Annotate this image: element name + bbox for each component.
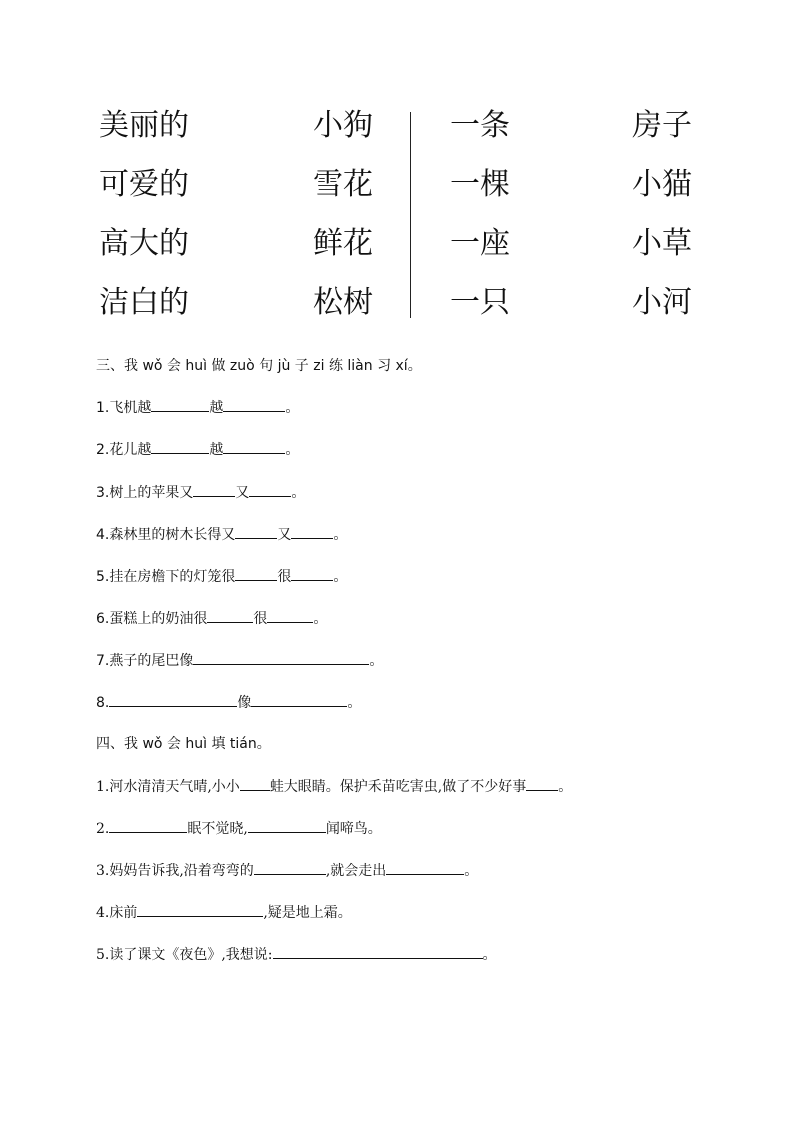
prompt-text: 。 [313, 611, 328, 627]
item-number: 2. [96, 821, 110, 837]
item-number: 7. [96, 653, 110, 669]
section-4-heading: 四、我 wǒ 会 huì 填 tián。 [96, 736, 271, 752]
prompt-text: 。 [333, 527, 348, 543]
prompt-text: 。 [347, 695, 362, 711]
prompt-text: 很 [277, 569, 292, 585]
match-left-noun-2: 雪花 [313, 167, 373, 202]
match-left-adj-4: 洁白的 [99, 285, 189, 320]
s3-item-3 [96, 482, 305, 503]
match-right-measure-3: 一座 [450, 226, 510, 261]
prompt-text: 挂在房檐下的灯笼很 [109, 569, 236, 585]
match-left-adj-3: 高大的 [99, 226, 189, 261]
prompt-text: 燕子的尾巴像 [109, 653, 194, 669]
item-number: 3. [96, 863, 110, 879]
answer-blank[interactable] [249, 482, 291, 497]
prompt-text: 。 [291, 485, 306, 501]
prompt-text: ,疑是地上霜。 [263, 905, 352, 921]
item-number: 2. [96, 442, 110, 458]
answer-blank[interactable] [223, 397, 285, 412]
item-number: 8. [96, 695, 110, 711]
section-3-heading: 三、我 wǒ 会 huì 做 zuò 句 jù 子 zi 练 liàn 习 xí。 [96, 358, 422, 374]
item-number: 6. [96, 611, 110, 627]
answer-blank[interactable] [254, 860, 326, 875]
s3-item-7 [96, 650, 383, 671]
answer-blank[interactable] [137, 902, 263, 917]
answer-blank[interactable] [291, 524, 333, 539]
prompt-text: 又 [235, 485, 250, 501]
match-right-measure-4: 一只 [450, 285, 510, 320]
s4-item-1 [96, 776, 572, 797]
prompt-text: 。 [464, 863, 479, 879]
prompt-text: 。 [558, 779, 573, 795]
prompt-text: 读了课文《夜色》,我想说: [109, 947, 273, 963]
item-number: 1. [96, 779, 110, 795]
prompt-text: 森林里的树木长得又 [109, 527, 236, 543]
prompt-text: 。 [285, 442, 300, 458]
match-left-noun-3: 鲜花 [313, 226, 373, 261]
answer-blank[interactable] [151, 439, 209, 454]
s3-item-5 [96, 566, 347, 587]
answer-blank[interactable] [386, 860, 464, 875]
answer-blank[interactable] [235, 566, 277, 581]
word-matching-exercise [0, 0, 794, 330]
s3-item-1 [96, 397, 299, 418]
prompt-text: 树上的苹果又 [109, 485, 194, 501]
answer-blank[interactable] [251, 692, 347, 707]
prompt-text: 又 [277, 527, 292, 543]
column-divider [410, 112, 411, 318]
s4-item-2 [96, 818, 382, 839]
s4-item-4 [96, 902, 352, 923]
prompt-text: 床前 [109, 905, 138, 921]
prompt-text: 像 [237, 695, 252, 711]
answer-blank[interactable] [526, 776, 558, 791]
answer-blank[interactable] [193, 482, 235, 497]
prompt-text: 。 [333, 569, 348, 585]
match-right-measure-2: 一棵 [450, 167, 510, 202]
s3-item-8 [96, 692, 361, 713]
prompt-text: 花儿越 [109, 442, 152, 458]
match-left-adj-1: 美丽的 [99, 108, 189, 143]
item-number: 1. [96, 400, 110, 416]
match-left-noun-1: 小狗 [313, 108, 373, 143]
prompt-text: 。 [285, 400, 300, 416]
answer-blank[interactable] [151, 397, 209, 412]
prompt-text: 。 [369, 653, 384, 669]
prompt-text: 蛙大眼睛。保护禾苗吃害虫,做了不少好事 [269, 779, 527, 795]
s4-item-5 [96, 944, 497, 965]
answer-blank[interactable] [207, 608, 253, 623]
prompt-text: 越 [209, 400, 224, 416]
prompt-text: 河水清清天气晴,小小 [109, 779, 240, 795]
prompt-text: ,就会走出 [325, 863, 387, 879]
item-number: 5. [96, 569, 110, 585]
match-left-noun-4: 松树 [313, 285, 373, 320]
s3-item-6 [96, 608, 327, 629]
item-number: 3. [96, 485, 110, 501]
answer-blank[interactable] [291, 566, 333, 581]
prompt-text: 。 [482, 947, 497, 963]
s3-item-4 [96, 524, 347, 545]
match-right-noun-4: 小河 [632, 285, 692, 320]
answer-blank[interactable] [267, 608, 313, 623]
prompt-text: 妈妈告诉我,沿着弯弯的 [109, 863, 254, 879]
answer-blank[interactable] [240, 776, 270, 791]
s3-item-2 [96, 439, 299, 460]
answer-blank[interactable] [109, 692, 237, 707]
item-number: 4. [96, 905, 110, 921]
prompt-text: 飞机越 [109, 400, 152, 416]
prompt-text: 很 [253, 611, 268, 627]
item-number: 5. [96, 947, 110, 963]
item-number: 4. [96, 527, 110, 543]
match-right-measure-1: 一条 [450, 108, 510, 143]
answer-blank[interactable] [273, 944, 483, 959]
prompt-text: 越 [209, 442, 224, 458]
answer-blank[interactable] [248, 818, 326, 833]
match-right-noun-1: 房子 [632, 108, 692, 143]
answer-blank[interactable] [235, 524, 277, 539]
match-left-adj-2: 可爱的 [99, 167, 189, 202]
s4-item-3 [96, 860, 478, 881]
prompt-text: 眠不觉晓, [187, 821, 248, 837]
match-right-noun-3: 小草 [632, 226, 692, 261]
answer-blank[interactable] [193, 650, 369, 665]
prompt-text: 闻啼鸟。 [325, 821, 382, 837]
answer-blank[interactable] [109, 818, 187, 833]
match-right-noun-2: 小猫 [632, 167, 692, 202]
prompt-text: 蛋糕上的奶油很 [109, 611, 208, 627]
answer-blank[interactable] [223, 439, 285, 454]
